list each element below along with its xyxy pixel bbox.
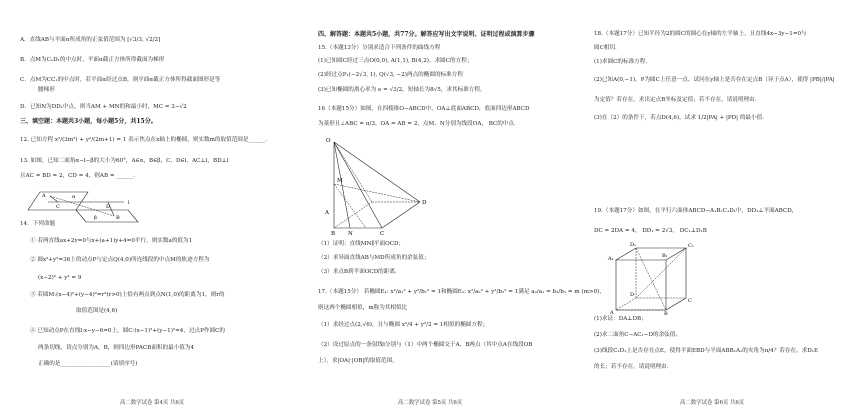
- col2-text-line: (3)已知椭圆的离心率为 e = √3/2，短轴长为8√5，求其标准方程。: [318, 87, 486, 93]
- parallelepiped-figure: [606, 240, 706, 315]
- fig16-label-C: C: [380, 231, 385, 237]
- col1-text-line: ① 若两直线ax+2y=0与x+(a+1)y+4=0平行，则实数a的值为1: [30, 238, 193, 244]
- fig19-label-B1: B₁: [662, 253, 668, 259]
- col3-text-line: 的长；若不存在，请说明理由.: [594, 364, 669, 370]
- col2-text-line: 则这两个椭圆相似，m称为其相似比: [318, 305, 408, 311]
- col1-text-line: ③ 若圆M:(x−4)²+(y−4)²=r²(r>0)上恰有两点到点N(1,0)的距离为1，则r的: [30, 292, 225, 298]
- col1-text-line: B．点M为C₁D₁的中点时，平面α截正方体所得截面为梯形: [20, 57, 165, 63]
- col3-text-line: (2)已知A(0,−1)，P为圆C上任意一点，试问在y轴上是否存在定点B（异于点A），使得 |PB|/|PA|: [594, 77, 835, 83]
- col1-text-line: 腰梯形: [38, 87, 55, 93]
- col2-text-line: 上），求|OA|·|OB|的取值范围。: [318, 358, 398, 364]
- col1-text-line: ④ 已知动点P在直线l:x−y−6=0上，圆C:(x−1)²+(y−1)²=4，过点P作圆C的: [30, 328, 225, 334]
- col2-text-line: （1）求经过点(2,√6)，且与椭圆 x²/4 + y²/2 = 1相似的椭圆方程；: [318, 322, 489, 328]
- col1-text-line: 且AC = BD = 2，CD = 4，则AB = ______.: [20, 173, 135, 179]
- fig19-label-A: A: [610, 310, 614, 316]
- col1-text-line: 14．下列命题: [20, 221, 56, 227]
- page-5-footer: 高二数学试卷 第5页 共6页: [398, 400, 463, 406]
- col1-text-line: 12. 已知方程 x²/(3m²) + y²/(2m+1) = 1 表示焦点在x轴上的椭圆，则实数m的取值范围是______.: [20, 137, 268, 143]
- col3-text-line: (1)求证：DA⊥DB；: [594, 316, 647, 322]
- fig13-label-C: C: [56, 204, 60, 210]
- fig13-label-B: B: [116, 215, 120, 221]
- col2-text-line: 16（本题15分）如图，在四棱锥O−ABCD中，OA⊥底面ABCD，底面四边形ABCD: [318, 106, 530, 112]
- col3-text-line: 18.（本题17分）已知半径为2的圆C的圆心在y轴的左半轴上，且直线4x−3y−1=0与: [594, 31, 807, 37]
- col1-text-line: C．点M为CC₁的中点时，若平面α经过点B，则平面α截正方体所得截面图形是等: [20, 77, 221, 83]
- col1-text-line: D．已知N为DD₁中点，则当AM + MN的和最小时，MC = 2−√2: [20, 104, 187, 110]
- page-5-column: [286, 0, 605, 414]
- fig13-label-alpha: α: [72, 194, 76, 200]
- fig19-label-B: B: [664, 311, 668, 317]
- fig16-label-A: A: [325, 210, 329, 216]
- col3-text-line: 19.（本题17分）如图，在平行六面体ABCD−A₁B₁C₁D₁中，DD₁⊥平面ABCD，: [594, 208, 798, 214]
- col2-text-line: (2)经过点P₁(−2√3, 1), Q(√3, −2)两点的椭圆的标准方程: [318, 72, 463, 78]
- col2-text-line: （3）求点B到平面OCD的距离.: [318, 269, 397, 275]
- col1-text-line: 两条切线，切点分别为A，B，则四边形PACB面积的最小值为4: [38, 345, 195, 351]
- fig13-label-D: D: [106, 204, 111, 210]
- fig13-label-beta: β: [94, 215, 97, 221]
- fig16-label-B: B: [331, 231, 336, 237]
- col2-text-line: 17.（本题15分） 若椭圆E₁: x²/a₁² + y²/b₁² = 1和椭圆E₂: x²/a₂² + y²/b₂² = 1满足 a₂/a₁ = b₂/b₁ = m (m>0)，: [318, 289, 605, 295]
- col3-text-line: 为定值？若存在，求出定点B坐标及定值；若不存在，请说明理由.: [594, 97, 757, 103]
- fig19-label-A1: A₁: [608, 256, 614, 262]
- page-4-footer: 高二数学试卷 第4页 共6页: [120, 400, 185, 406]
- col3-text-line: DC = 2DA = 4， DD₁ = 2√3， DC₁⊥D₁B: [594, 228, 707, 234]
- page-4-column: [0, 0, 282, 414]
- col1-text-line: (x−2)² + y² = 9: [38, 275, 82, 281]
- fig19-label-C1: C₁: [688, 243, 694, 249]
- col2-text-line: (1)已知圆C经过三点O(0,0), A(1,1), B(4,2)，求圆C的方程；: [318, 58, 473, 64]
- page-6-column: [576, 0, 860, 414]
- col2-text-line: 15.（本题13分）分别求适合下列条件的曲线方程: [318, 45, 441, 51]
- col2-text-line: 四、解答题：本题共5小题，共77分。解答应写出文字说明、证明过程或演算步骤: [318, 31, 535, 38]
- fig19-label-D1: D₁: [630, 242, 637, 248]
- fig13-label-A: A: [42, 193, 46, 199]
- col1-text-line: 13. 如图，已知二面角α−l−β的大小为60°，A∈α，B∈β，C，D∈l，AC⊥l，BD⊥l: [20, 158, 229, 164]
- pyramid-figure: [320, 134, 430, 239]
- fig16-label-O: O: [326, 138, 331, 144]
- fig16-label-D: D: [422, 200, 427, 206]
- fig19-label-D: D: [630, 292, 635, 298]
- fig13-label-l: l: [128, 200, 130, 206]
- col3-text-line: (3)在（2）的条件下，若点D(4,6)，试求 1/2|PA| + |PD| 的最小值.: [594, 115, 764, 121]
- col2-text-line: 为菱形且∠ABC = π/3，OA = AB = 2，点M、N分别为线段OA， BC的中点.: [318, 121, 516, 127]
- col1-text-line: ② 圆x²+y²=36上的动点P与定点Q(4,0)所连线段的中点M的轨迹方程为: [30, 257, 210, 263]
- col1-text-line: 取值范围是(4,6): [76, 308, 118, 314]
- fig16-label-N: N: [348, 231, 353, 237]
- col2-text-line: （2）求异面直线AB与MD所成角的余弦值；: [318, 255, 430, 261]
- dihedral-angle-figure: [28, 188, 148, 228]
- fig19-label-C: C: [688, 298, 692, 304]
- col3-text-line: (1)求圆C的标准方程.: [594, 59, 648, 65]
- col1-text-line: A．直线AB与平面α所成角的正弦值范围为 [√3/3, √2/2]: [20, 37, 161, 43]
- col1-text-line: 三、填空题：本题共3小题，每小题5分，共15分。: [20, 118, 157, 125]
- col3-text-line: (3)线段C₁D₁上是否存在点E，使得平面EBD与平面ABB₁A₁的夹角为π/4？若存在，求D₁E: [594, 348, 819, 354]
- col3-text-line: (2)求二面角C−AC₁−D的余弦值；: [594, 332, 681, 338]
- fig16-label-M: M: [337, 178, 343, 184]
- col2-text-line: （2）设过原点的一条射线l分别与（1）中两个椭圆交于A，B两点（其中点A在线段OB: [318, 342, 533, 348]
- page-6-footer: 高二数学试卷 第6页 共6页: [680, 400, 745, 406]
- col3-text-line: 圆C相切.: [594, 45, 617, 51]
- col2-text-line: （1）证明：直线MN∥平面OCD；: [318, 241, 405, 247]
- col1-text-line: 正确的是__________________(请填序号): [38, 361, 138, 367]
